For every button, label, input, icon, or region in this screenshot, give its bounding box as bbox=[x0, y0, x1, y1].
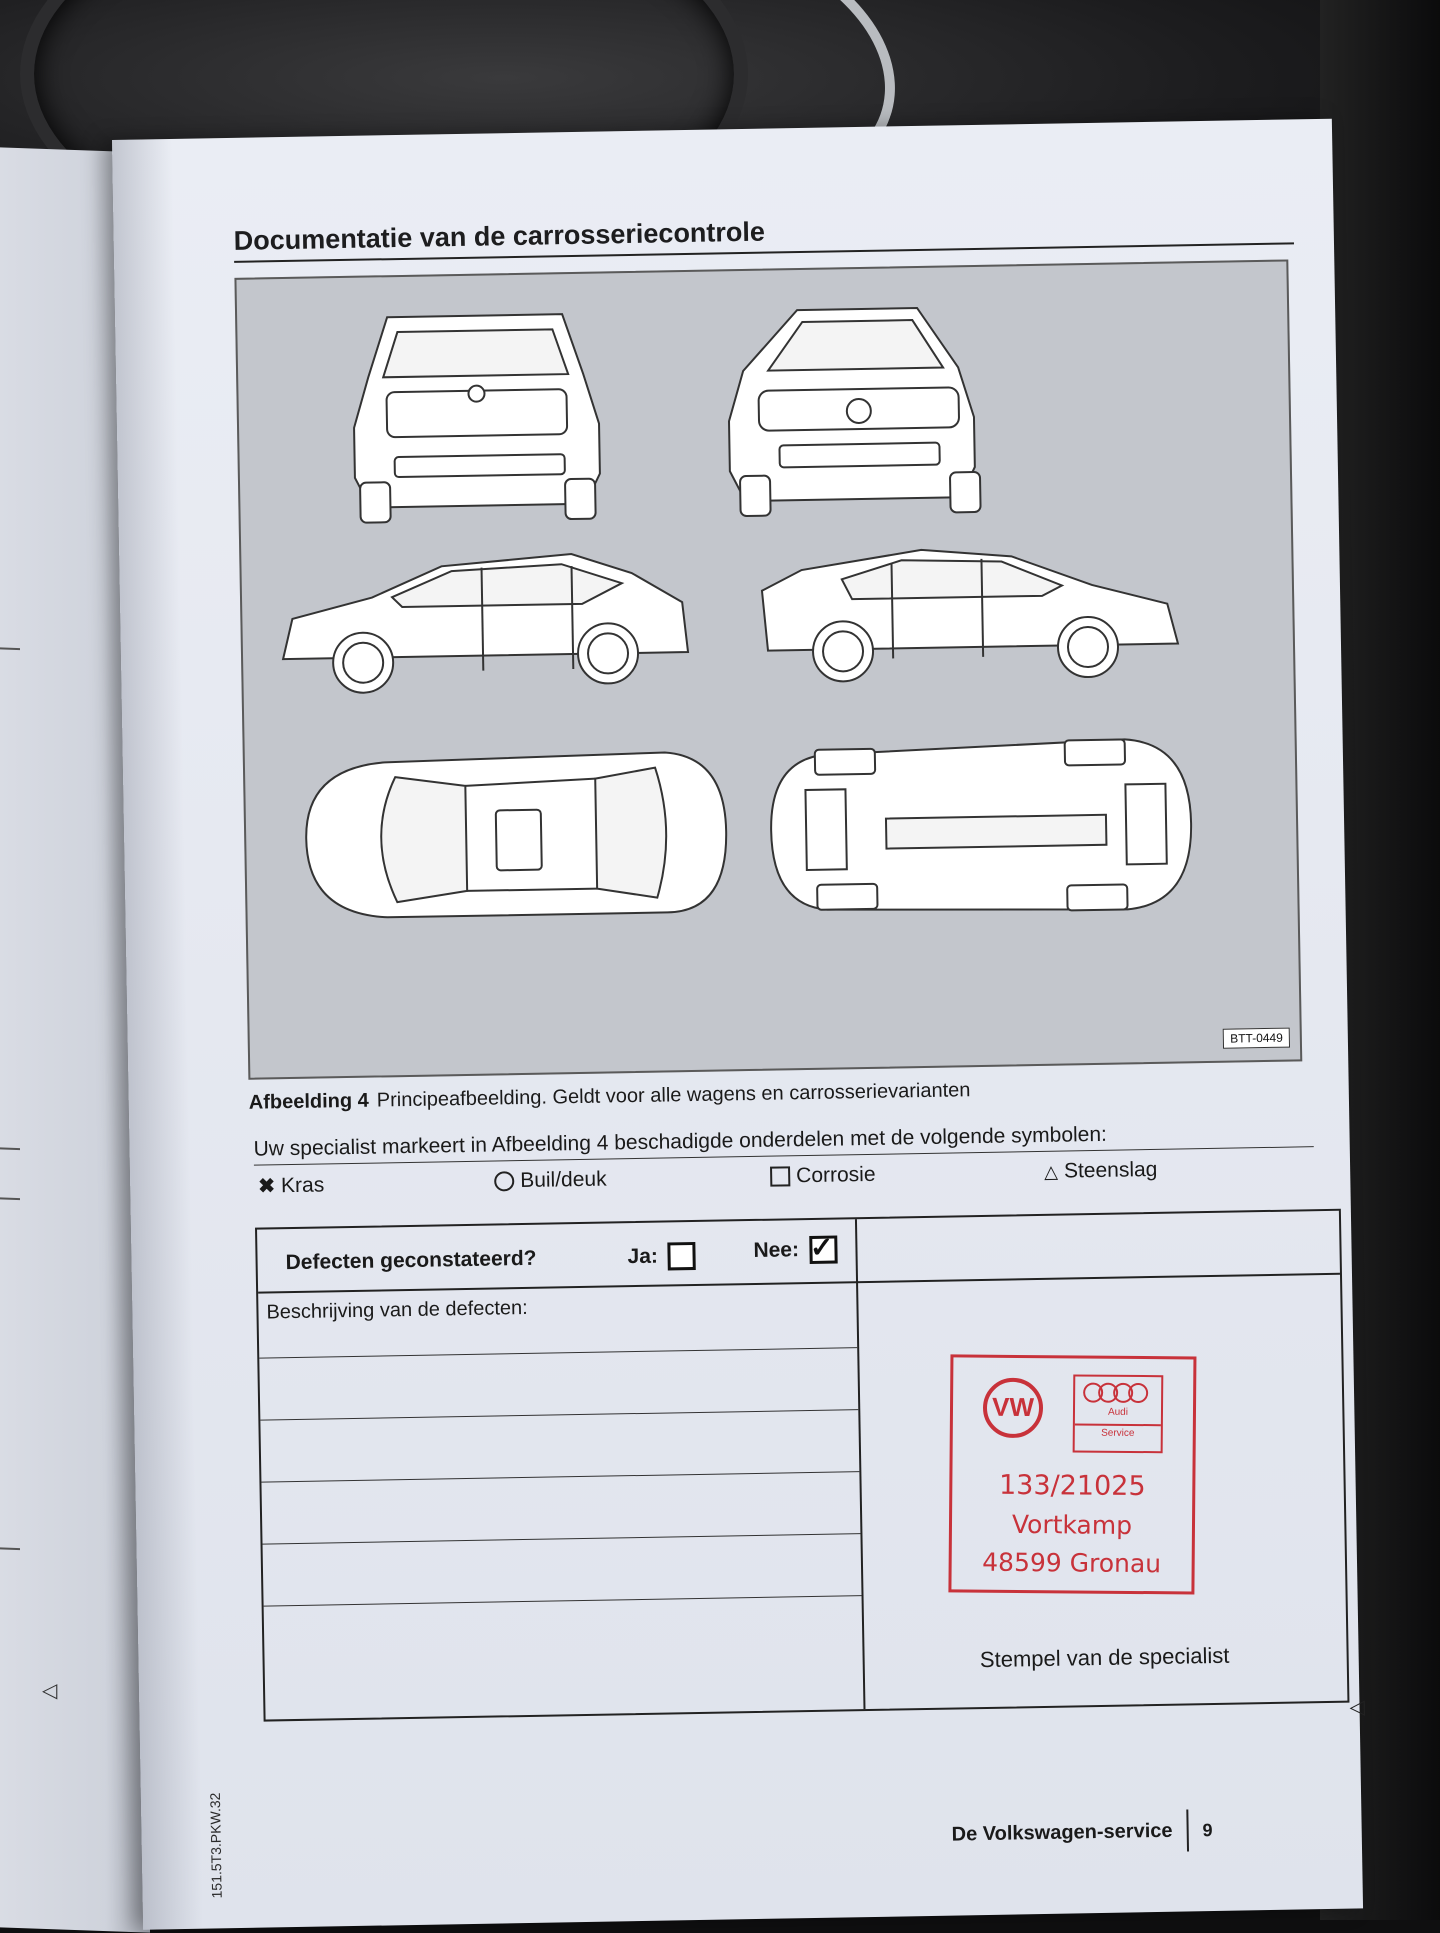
no-option bbox=[753, 1236, 837, 1265]
caption-label: Afbeelding 4 bbox=[248, 1089, 370, 1114]
car-rear-view bbox=[352, 314, 601, 523]
car-underbody-view bbox=[770, 738, 1193, 915]
vw-logo-icon: VW bbox=[983, 1378, 1044, 1439]
square-icon bbox=[770, 1166, 790, 1186]
dealer-stamp bbox=[948, 1354, 1196, 1594]
stamp-label: Stempel van de specialist bbox=[979, 1642, 1230, 1673]
description-line bbox=[264, 1595, 862, 1606]
car-right-side-view bbox=[761, 545, 1178, 682]
triangle-icon: △ bbox=[1043, 1161, 1059, 1182]
circle-icon bbox=[494, 1171, 514, 1191]
stamp-dealer-city: 48599 Gronau bbox=[982, 1547, 1162, 1579]
description-line bbox=[261, 1471, 859, 1482]
manual-page bbox=[112, 119, 1366, 1930]
caption-text: Principeafbeelding. Geldt voor alle wagens en carrosserievarianten bbox=[376, 1079, 971, 1112]
triangle-marker-icon: ◁ bbox=[1349, 1696, 1366, 1719]
description-line bbox=[260, 1409, 858, 1420]
defects-description-label: Beschrijving van de defecten: bbox=[266, 1296, 528, 1324]
symbol-legend-intro: Uw specialist markeert in Afbeelding 4 beschadigde onderdelen met de volgende symbolen: bbox=[253, 1119, 1313, 1165]
defects-question: Defecten geconstateerd? bbox=[285, 1246, 537, 1275]
description-line bbox=[259, 1347, 857, 1358]
legend-item-steenslag bbox=[1044, 1158, 1158, 1184]
car-diagram-figure bbox=[234, 259, 1302, 1079]
car-diagrams bbox=[236, 262, 1300, 1078]
page-title: Documentatie van de carrosseriecontrole bbox=[234, 207, 1294, 262]
stamp-dealer-name: Vortkamp bbox=[1011, 1509, 1133, 1540]
service-text: Service bbox=[1075, 1423, 1161, 1439]
yes-checkbox[interactable] bbox=[668, 1242, 696, 1270]
footer-divider bbox=[1186, 1809, 1189, 1851]
document-code: 151.5T3.PKW.32 bbox=[206, 1792, 225, 1899]
stamp-dealer-number: 133/21025 bbox=[998, 1469, 1146, 1503]
no-checkbox[interactable] bbox=[809, 1236, 837, 1264]
legend-item-buil-deuk bbox=[494, 1168, 607, 1194]
yes-label: Ja: bbox=[627, 1244, 659, 1269]
audi-service-logo bbox=[1073, 1374, 1164, 1453]
audi-rings-icon bbox=[1075, 1382, 1161, 1403]
no-label: Nee: bbox=[753, 1238, 800, 1262]
footer-section-title: De Volkswagen-service bbox=[951, 1819, 1173, 1846]
figure-reference-id: BTT-0449 bbox=[1223, 1028, 1290, 1049]
car-front-view bbox=[727, 307, 981, 516]
page-number: 9 bbox=[1202, 1819, 1213, 1840]
legend-item-kras bbox=[258, 1172, 324, 1198]
audi-text: Audi bbox=[1107, 1406, 1129, 1418]
legend-label: Corrosie bbox=[795, 1162, 876, 1188]
description-line bbox=[263, 1533, 861, 1544]
legend-label: Buil/deuk bbox=[520, 1167, 607, 1193]
legend-label: Kras bbox=[280, 1172, 325, 1197]
defects-form bbox=[255, 1209, 1349, 1722]
legend-label: Steenslag bbox=[1063, 1157, 1158, 1183]
figure-caption bbox=[249, 1079, 971, 1115]
page-footer bbox=[951, 1809, 1213, 1856]
left-page-triangle-marker-icon: ◁ bbox=[42, 1680, 58, 1702]
cross-icon: ✖ bbox=[258, 1175, 276, 1198]
legend-item-corrosie bbox=[770, 1163, 876, 1189]
yes-option bbox=[627, 1242, 696, 1271]
car-left-side-view bbox=[281, 552, 688, 694]
car-top-view bbox=[305, 751, 728, 918]
